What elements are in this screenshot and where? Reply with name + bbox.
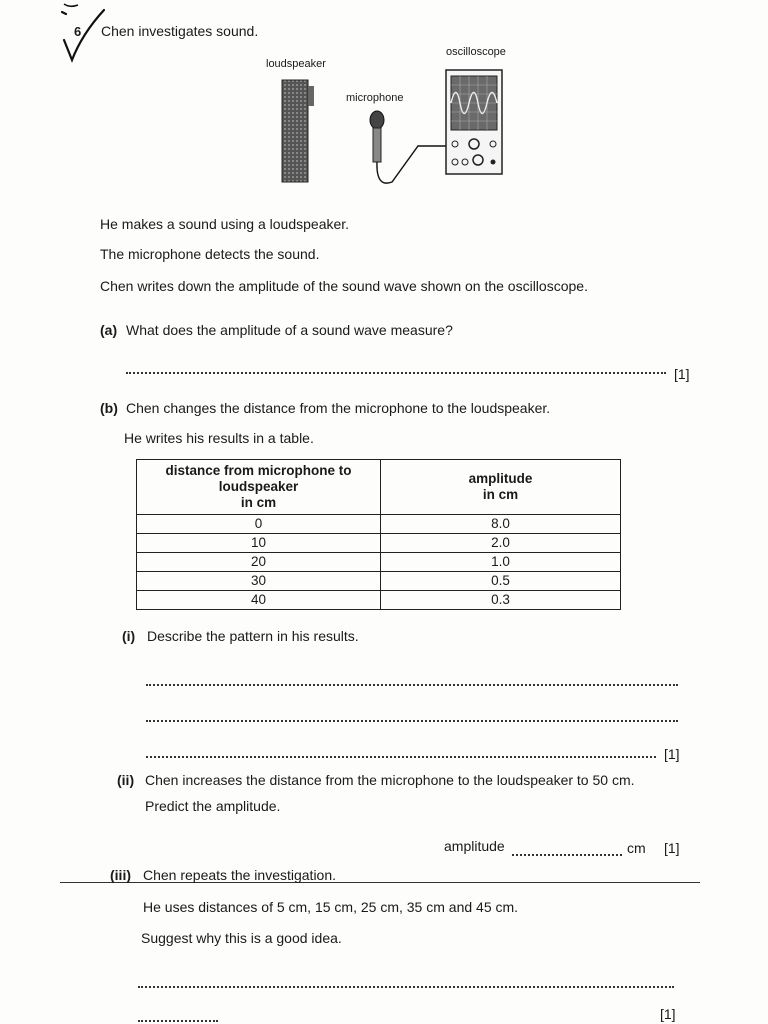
sub-i-text: Describe the pattern in his results. (147, 628, 359, 644)
amplitude-unit: cm (627, 840, 646, 856)
statement-3: Chen writes down the amplitude of the sound wave shown on the oscilloscope. (100, 278, 588, 294)
oscilloscope-label: oscilloscope (446, 46, 506, 58)
statement-2: The microphone detects the sound. (100, 246, 320, 262)
sub-i-label: (i) (122, 628, 136, 644)
sub-iii-label: (iii) (110, 867, 131, 883)
table-row: 40 0.3 (137, 591, 621, 610)
diagram-drawing (260, 40, 510, 190)
table-row: 30 0.5 (137, 572, 621, 591)
table-intro: He writes his results in a table. (124, 430, 314, 446)
sub-ii-label: (ii) (117, 772, 135, 788)
microphone-label: microphone (346, 92, 404, 104)
sub-iii-answer-line-2[interactable] (138, 1020, 218, 1022)
sub-i-marks: [1] (664, 746, 680, 762)
sub-i-answer-line-3[interactable] (146, 756, 656, 758)
question-number: 6 (74, 24, 82, 39)
table-row: 20 1.0 (137, 553, 621, 572)
table-header-amplitude: amplitude in cm (381, 460, 621, 515)
part-a-label: (a) (100, 322, 118, 338)
results-table (136, 459, 621, 610)
statement-1: He makes a sound using a loudspeaker. (100, 216, 350, 232)
table-row: 0 8.0 (137, 515, 621, 534)
sub-ii-marks: [1] (664, 840, 680, 856)
part-a-text: What does the amplitude of a sound wave measure? (126, 322, 453, 338)
part-b-text: Chen changes the distance from the microphone to the loudspeaker. (126, 400, 551, 416)
part-a-marks: [1] (674, 366, 690, 382)
sub-iii-marks: [1] (660, 1006, 676, 1022)
table-header-distance: distance from microphone to loudspeaker in cm (137, 460, 381, 515)
part-b-label: (b) (100, 400, 118, 416)
loudspeaker-label: loudspeaker (266, 58, 326, 70)
loudspeaker-icon (282, 80, 314, 182)
sub-iii-answer-line-1[interactable] (138, 986, 674, 988)
sub-ii-text: Chen increases the distance from the microphone to the loudspeaker to 50 cm. (145, 772, 635, 788)
amplitude-answer-field[interactable] (512, 854, 622, 856)
part-a-answer-line[interactable] (126, 372, 666, 374)
oscilloscope-icon (446, 70, 502, 174)
sub-iii-text2: He uses distances of 5 cm, 15 cm, 25 cm, 35 cm and 45 cm. (143, 899, 519, 915)
microphone-icon (370, 111, 446, 183)
sub-ii-text2: Predict the amplitude. (145, 798, 281, 814)
apparatus-diagram (260, 40, 510, 190)
sub-i-answer-line-2[interactable] (146, 720, 678, 722)
amplitude-answer-label: amplitude (444, 838, 505, 854)
sub-iii-text3: Suggest why this is a good idea. (141, 930, 342, 946)
table-row: 10 2.0 (137, 534, 621, 553)
sub-iii-text: Chen repeats the investigation. (143, 867, 337, 883)
question-intro: Chen investigates sound. (101, 23, 259, 39)
sub-i-answer-line-1[interactable] (146, 684, 678, 686)
